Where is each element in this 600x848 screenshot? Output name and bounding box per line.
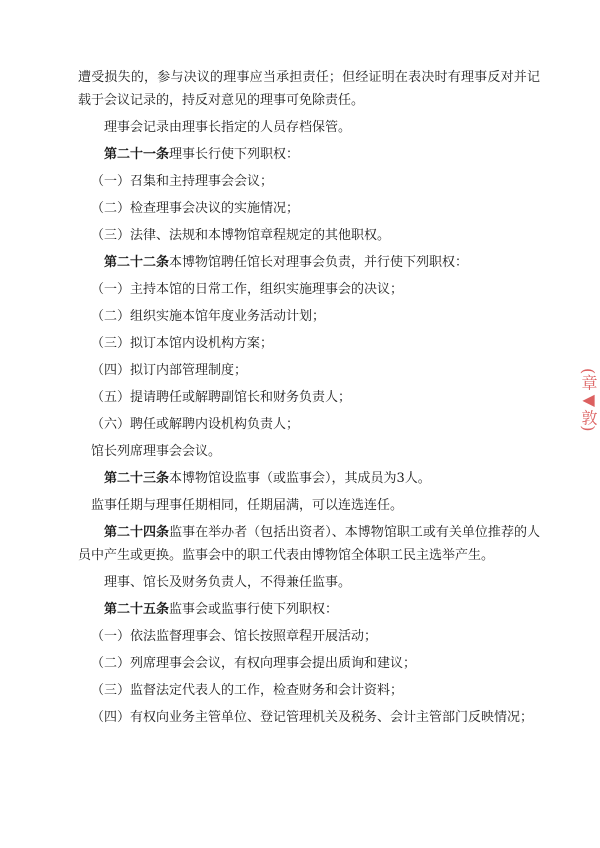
list-item: （四）拟订内部管理制度； <box>91 363 248 378</box>
paragraph-continuation: 遭受损失的，参与决议的理事应当承担责任；但经证明在表决时有理事反对并记载于会议记录的，持反对意见的理事可免除责任。 <box>78 70 540 108</box>
list-item: （一）召集和主持理事会会议； <box>91 174 274 189</box>
list-item: 监事任期与理事任期相同，任期届满，可以连选连任。 <box>91 498 404 513</box>
article-text: 本博物馆聘任馆长对理事会负责，并行使下列职权： <box>169 255 469 270</box>
paragraph: 理事会记录由理事长指定的人员存档保管。 <box>104 120 352 135</box>
article-paragraph <box>78 521 540 567</box>
article-number: 第二十五条 <box>104 602 170 617</box>
article-number: 第二十二条 <box>104 255 170 270</box>
article-number: 第二十四条 <box>104 525 170 540</box>
article-paragraph <box>78 598 540 621</box>
article-number: 第二十三条 <box>104 471 170 486</box>
article-text: 监事在举办者（包括出资者）、本博物馆职工或有关单位推荐的人员中产生或更换。监事会中的职工代表由博物馆全体职工民主选举产生。 <box>78 525 540 563</box>
list-item: （三）拟订本馆内设机构方案； <box>91 336 274 351</box>
article-number: 第二十一条 <box>104 147 170 162</box>
seal-stamp-fragment: (章◀敦) <box>579 368 598 432</box>
list-item: （一）主持本馆的日常工作，组织实施理事会的决议； <box>91 282 404 297</box>
article-paragraph <box>78 467 540 490</box>
document-body <box>78 66 540 733</box>
list-item: （二）列席理事会会议，有权向理事会提出质询和建议； <box>91 656 417 671</box>
article-text: 理事长行使下列职权： <box>169 147 300 162</box>
list-item: （二）检查理事会决议的实施情况； <box>91 201 300 216</box>
article-text: 本博物馆设监事（或监事会），其成员为3人。 <box>169 471 431 486</box>
list-item: （三）法律、法规和本博物馆章程规定的其他职权。 <box>91 228 391 243</box>
list-item: 馆长列席理事会会议。 <box>91 444 222 459</box>
article-paragraph <box>78 251 540 274</box>
list-item: （一）依法监督理事会、馆长按照章程开展活动； <box>91 629 378 644</box>
list-item: （五）提请聘任或解聘副馆长和财务负责人； <box>91 390 352 405</box>
list-item: （四）有权向业务主管单位、登记管理机关及税务、会计主管部门反映情况； <box>91 710 534 725</box>
paragraph: 理事、馆长及财务负责人，不得兼任监事。 <box>104 575 352 590</box>
list-item: （三）监督法定代表人的工作，检查财务和会计资料； <box>91 683 404 698</box>
list-item: （二）组织实施本馆年度业务活动计划； <box>91 309 326 324</box>
article-text: 监事会或监事行使下列职权： <box>169 602 339 617</box>
list-item: （六）聘任或解聘内设机构负责人； <box>91 417 300 432</box>
article-paragraph <box>78 143 540 166</box>
